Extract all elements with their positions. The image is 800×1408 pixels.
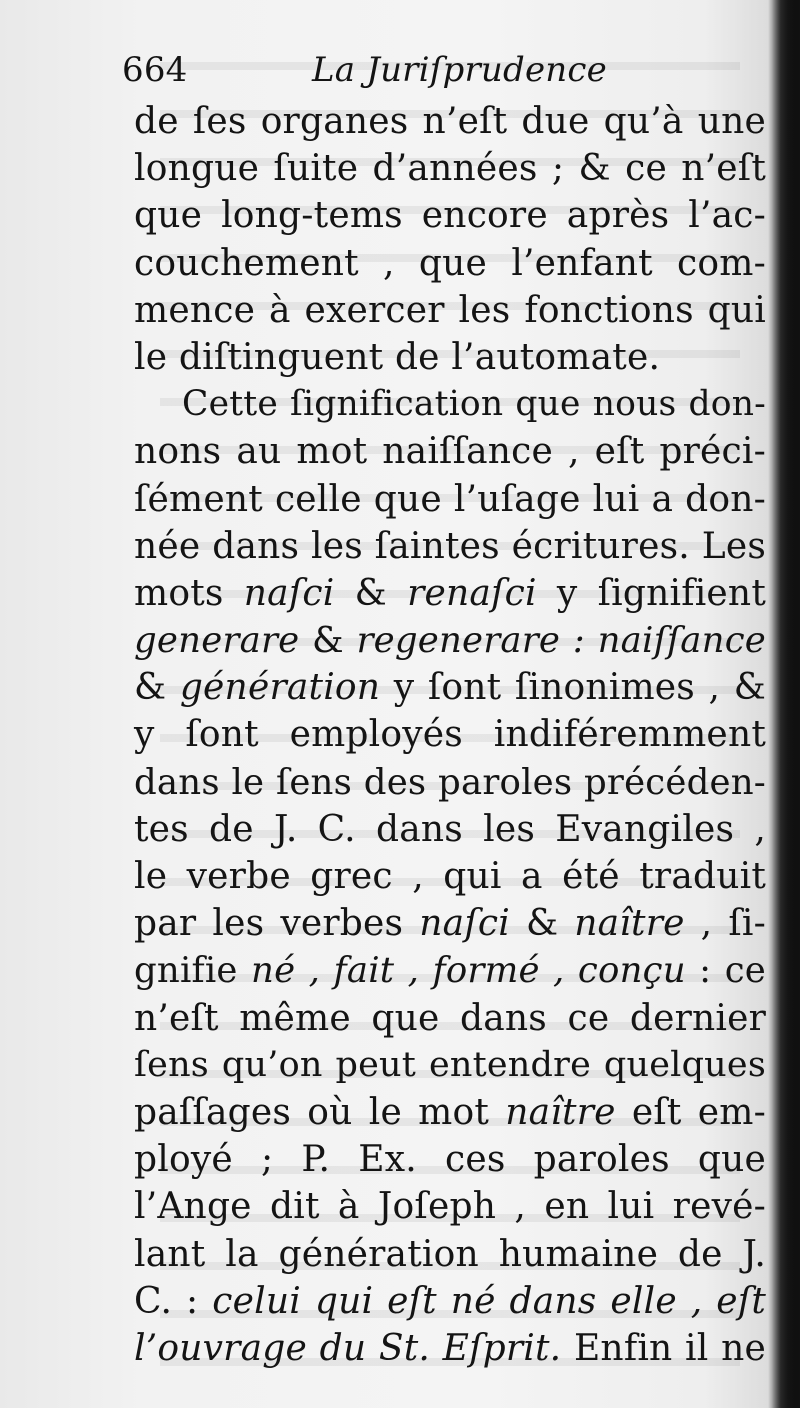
text-segment: tes de J. C. dans les Evangiles , <box>134 808 766 850</box>
text-line <box>134 1089 766 1136</box>
text-segment: C. : <box>134 1280 213 1322</box>
text-segment: née dans les ſaintes écritures. Les <box>134 525 766 567</box>
text-line <box>134 806 766 853</box>
text-segment: eſt em- <box>615 1091 766 1133</box>
text-line <box>134 947 766 994</box>
text-segment: & <box>334 572 408 614</box>
italic-segment: né , fait , formé , conçu <box>251 950 686 992</box>
text-line <box>134 711 766 758</box>
text-segment: Enfin il ne <box>561 1327 766 1369</box>
text-segment: paſſages où le mot <box>134 1091 506 1133</box>
italic-segment: naître <box>505 1091 616 1133</box>
text-segment: longue ſuite d’années ; & ce n’eſt <box>134 148 766 190</box>
text-segment: Cette ſignification que nous don- <box>182 384 766 425</box>
italic-segment: génération <box>179 667 381 709</box>
text-line <box>134 192 766 239</box>
italic-segment: generare <box>134 620 300 662</box>
text-segment: n’eſt même que dans ce dernier <box>134 997 766 1039</box>
page-number: 664 <box>122 50 188 90</box>
text-segment: y ſignifient <box>536 572 766 614</box>
text-segment: nons au mot naiſſance , eſt préci- <box>134 431 766 473</box>
text-segment: le verbe grec , qui a été traduit <box>134 856 766 897</box>
text-segment: que long-tems encore après l’ac- <box>134 195 766 237</box>
text-line <box>134 240 766 287</box>
italic-segment: naſci <box>419 903 510 945</box>
italic-segment: renaſci <box>407 572 537 614</box>
text-segment: gnifie <box>134 950 252 992</box>
italic-segment: naſci <box>243 572 335 614</box>
text-line <box>134 523 766 570</box>
text-line <box>134 287 766 334</box>
text-segment: l’Ange dit à Joſeph , en lui revé- <box>134 1186 766 1228</box>
text-line <box>134 381 766 428</box>
text-line <box>134 759 766 806</box>
text-line <box>134 1183 766 1230</box>
text-line <box>134 617 766 664</box>
text-line <box>134 1325 766 1372</box>
text-segment: de ſes organes n’eſt due qu’à une <box>134 101 766 142</box>
italic-segment: celui qui eſt né dans elle , eſt <box>212 1280 766 1322</box>
text-segment: couchement , que l’enfant com- <box>134 242 766 284</box>
text-segment: dans le ſens des paroles précéden- <box>134 761 766 803</box>
text-line <box>134 570 766 617</box>
text-line <box>134 1278 766 1325</box>
text-line <box>134 334 766 381</box>
text-segment: , ſi- <box>684 903 766 945</box>
text-segment: y ſont employés indiféremment <box>134 714 766 756</box>
text-line <box>134 428 766 475</box>
text-segment: lant la génération humaine de J. <box>134 1233 766 1275</box>
text-segment: ployé ; P. Ex. ces paroles que <box>134 1139 766 1181</box>
text-segment: : ce <box>685 950 766 992</box>
text-line <box>134 900 766 947</box>
body-text <box>134 98 766 1372</box>
text-segment: & <box>299 620 357 662</box>
text-line <box>134 1231 766 1278</box>
text-segment: mence à exercer les fonctions qui <box>134 289 766 331</box>
text-line <box>134 664 766 711</box>
text-segment: le diſtinguent de l’automate. <box>134 336 661 378</box>
text-segment: & <box>134 667 180 709</box>
text-segment: par les verbes <box>134 903 420 945</box>
italic-segment: l’ouvrage du St. Eſprit. <box>134 1327 562 1369</box>
text-line <box>134 853 766 900</box>
text-line <box>134 98 766 145</box>
text-line <box>134 1042 766 1089</box>
text-block <box>122 42 766 1372</box>
running-title: La Juriſprudence <box>312 50 607 90</box>
running-head <box>122 42 766 98</box>
text-line <box>134 1136 766 1183</box>
text-segment: mots <box>134 572 244 614</box>
text-line <box>134 145 766 192</box>
text-line <box>134 476 766 523</box>
text-line <box>134 995 766 1042</box>
text-segment: ſens qu’on peut entendre quelques <box>134 1044 766 1085</box>
italic-segment: naître <box>574 903 685 945</box>
text-segment: & <box>509 903 575 945</box>
italic-segment: regenerare : naiſſance <box>356 620 766 662</box>
text-segment: ſément celle que l’uſage lui a don- <box>134 478 766 520</box>
text-segment: y ſont ſinonimes , & <box>380 667 766 709</box>
page-gutter-shadow <box>772 0 800 1408</box>
